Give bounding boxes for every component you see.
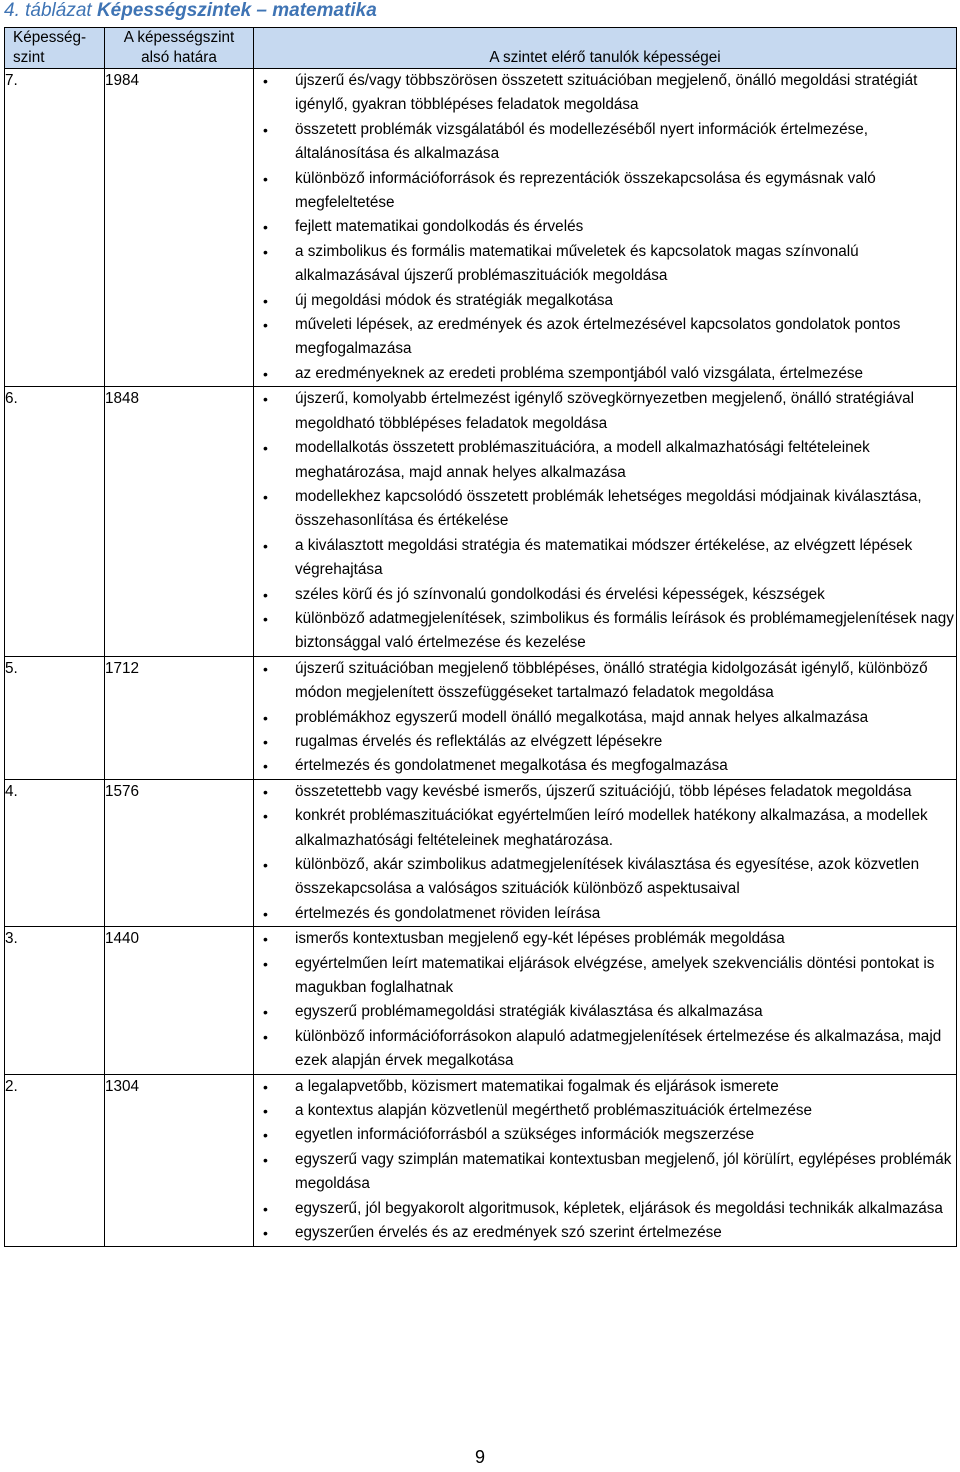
list-item-text: újszerű szituációban megjelenő többlépéses, önálló stratégia kidolgozását igénylő, különböző módon megjelenített összefüggéseket tartalmazó feladatok megoldása [295,659,928,702]
abilities-list [254,387,956,655]
level-cell: 4. [5,779,105,926]
level-cell: 2. [5,1074,105,1246]
lower-limit-cell: 1304 [105,1074,254,1246]
list-item [254,118,956,167]
list-item [254,69,956,118]
list-item [254,607,956,656]
list-item-text: egyértelműen leírt matematikai eljárások elvégzése, amelyek szekvenciális döntési pontokat is magukban foglalhatnak [295,954,935,997]
list-item [254,436,956,485]
bullet-icon: • [263,709,268,726]
skill-levels-table [4,27,957,1247]
list-item [254,952,956,1001]
list-item [254,1075,956,1099]
list-item [254,927,956,951]
list-item [254,730,956,754]
header-level-line2: szint [13,49,45,66]
caption-title: Képességszintek – matematika [96,0,377,21]
bullet-icon: • [263,121,268,138]
list-item [254,1000,956,1024]
bullet-icon: • [263,905,268,922]
abilities-list [254,69,956,386]
abilities-cell [254,927,957,1074]
level-cell: 3. [5,927,105,1074]
table-row [5,927,957,1074]
header-level-line1: Képesség- [13,29,87,46]
bullet-icon: • [263,857,268,873]
list-item [254,1148,956,1197]
list-item-text: összetettebb vagy kevésbé ismerős, újszerű szituációjú, több lépéses feladatok megoldása [295,782,912,800]
list-item-text: konkrét problémaszituációkat egyértelműen leíró modellek hatékony alkalmazása, a modellek alkalmazhatósági feltételeinek meghatározása. [295,807,928,849]
list-item-text: értelmezés és gondolatmenet röviden leírása [295,904,601,922]
bullet-icon: • [263,243,268,260]
bullet-icon: • [263,1225,268,1242]
list-item-text: különböző információforrások és reprezentációk összekapcsolása és egymásnak való megfeleltetése [295,169,876,212]
list-item [254,167,956,216]
list-item [254,853,956,902]
bullet-icon: • [263,1028,268,1045]
bullet-icon: • [263,365,268,382]
list-item-text: a kontextus alapján közvetlenül megérthető problémaszituációk értelmezése [295,1102,812,1120]
bullet-icon: • [263,537,268,554]
abilities-cell [254,779,957,926]
list-item [254,754,956,778]
lower-limit-cell: 1848 [105,387,254,656]
lower-limit-cell: 1440 [105,927,254,1074]
table-row [5,779,957,926]
abilities-list [254,657,956,779]
list-item-text: széles körű és jó színvonalú gondolkodási és érvelési képességek, készségek [295,585,825,603]
list-item-text: a legalapvetőbb, közismert matematikai fogalmak és eljárások ismerete [295,1077,779,1095]
list-item-text: modellekhez kapcsolódó összetett problémák lehetséges megoldási módjainak kiválasztása, összehasonlítása és értékelése [295,487,922,530]
bullet-icon: • [263,170,268,187]
table-row [5,69,957,387]
list-item-text: a szimbolikus és formális matematikai műveletek és kapcsolatok magas színvonalú alkalmazásával újszerű problémaszituációk megoldása [295,242,859,285]
bullet-icon: • [263,1004,268,1021]
page-number: 9 [474,1447,485,1467]
list-item [254,706,956,730]
list-item [254,1221,956,1245]
bullet-icon: • [263,610,268,627]
bullet-icon: • [263,808,268,825]
list-item-text: problémákhoz egyszerű modell önálló megalkotása, majd annak helyes alkalmazása [295,708,869,726]
list-item-text: új megoldási módok és stratégiák megalkotása [295,291,614,309]
bullet-icon: • [263,955,268,972]
bullet-icon: • [263,586,268,603]
list-item-text: különböző adatmegjelenítések, szimbolikus és formális leírások és problémamegjelenítések nagy biztonsággal való értelmezése és kezelése [295,609,954,652]
header-limit-line1: A képességszint [123,29,235,46]
list-item-text: fejlett matematikai gondolkodás és érvelés [295,218,584,236]
abilities-cell [254,656,957,779]
list-item [254,780,956,804]
bullet-icon: • [263,931,268,948]
bullet-icon: • [263,219,268,236]
list-item [254,215,956,239]
lower-limit-cell: 1984 [105,69,254,387]
list-item [254,240,956,289]
list-item [254,1025,956,1074]
list-item-text: értelmezés és gondolatmenet megalkotása és megfogalmazása [295,757,728,775]
bullet-icon: • [263,1103,268,1120]
list-item-text: újszerű, komolyabb értelmezést igénylő szövegkörnyezetben megjelenő, önálló stratégiával megoldható többlépéses feladatok megoldása [295,390,915,432]
list-item-text: különböző, akár szimbolikus adatmegjelenítések kiválasztása és egyesítése, azok közvetlen összekapcsolása a valóságos szituációk különböző aspektusaival [295,856,920,898]
abilities-cell [254,69,957,387]
list-item [254,534,956,583]
level-cell: 7. [5,69,105,387]
list-item-text: egyszerű problémamegoldási stratégiák kiválasztása és alkalmazása [295,1003,763,1021]
list-item-text: egyetlen információforrásból a szükséges információk megszerzése [295,1126,755,1144]
list-item [254,804,956,853]
list-item [254,1099,956,1123]
bullet-icon: • [263,1078,268,1095]
list-item-text: a kiválasztott megoldási stratégia és matematikai módszer értékelése, az elvégzett lépések végrehajtása [295,536,913,579]
bullet-icon: • [263,1200,268,1217]
list-item-text: egyszerű, jól begyakorolt algoritmusok, képletek, eljárások és megoldási technikák alkalmazása [295,1199,943,1217]
list-item [254,1197,956,1221]
list-item [254,583,956,607]
caption-number: 4. táblázat [4,0,92,21]
list-item-text: egyszerűen érvelés és az eredmények szó szerint értelmezése [295,1224,722,1242]
list-item [254,485,956,534]
abilities-cell [254,1074,957,1246]
bullet-icon: • [263,733,268,750]
list-item-text: modellalkotás összetett problémaszituációra, a modell alkalmazhatósági feltételeinek meghatározása, majd annak helyes alkalmazása [295,439,870,481]
list-item-text: összetett problémák vizsgálatából és modellezéséből nyert információk értelmezése, általánosítása és alkalmazása [295,120,869,163]
bullet-icon: • [263,1127,268,1144]
abilities-list [254,927,956,1073]
header-limit-line2: alsó határa [141,49,217,66]
header-abilities: A szintet elérő tanulók képességei [254,28,957,69]
bullet-icon: • [263,660,268,677]
list-item-text: az eredményeknek az eredeti probléma szempontjából való vizsgálata, értelmezése [295,364,863,382]
table-header-row [5,28,957,69]
bullet-icon: • [263,317,268,334]
bullet-icon: • [263,440,268,457]
bullet-icon: • [263,292,268,309]
bullet-icon: • [263,1151,268,1168]
bullet-icon: • [263,391,268,408]
list-item [254,313,956,362]
list-item [254,657,956,706]
level-cell: 5. [5,656,105,779]
abilities-cell [254,387,957,656]
header-limit [105,28,254,69]
list-item [254,289,956,313]
list-item-text: ismerős kontextusban megjelenő egy-két lépéses problémák megoldása [295,930,785,948]
table-row [5,656,957,779]
level-cell: 6. [5,387,105,656]
table-caption [4,0,377,22]
abilities-list [254,780,956,926]
lower-limit-cell: 1712 [105,656,254,779]
lower-limit-cell: 1576 [105,779,254,926]
table-row [5,387,957,656]
bullet-icon: • [263,488,268,505]
list-item [254,362,956,386]
table-body [5,69,957,1247]
header-level [5,28,105,69]
list-item-text: műveleti lépések, az eredmények és azok értelmezésével kapcsolatos gondolatok pontos megfogalmazása [295,316,901,358]
bullet-icon: • [263,783,268,800]
list-item [254,1123,956,1147]
list-item-text: rugalmas érvelés és reflektálás az elvégzett lépésekre [295,732,663,750]
table-row [5,1074,957,1246]
list-item-text: újszerű és/vagy többszörösen összetett szituációban megjelenő, önálló megoldási stratégiát igénylő, gyakran többlépéses feladatok megoldása [295,72,918,114]
list-item [254,902,956,926]
abilities-list [254,1075,956,1246]
list-item-text: különböző információforrásokon alapuló adatmegjelenítések értelmezése és alkalmazása, majd ezek alapján érvek megalkotása [295,1027,942,1070]
list-item-text: egyszerű vagy szimplán matematikai kontextusban megjelenő, jól körülírt, egylépéses problémák megoldása [295,1150,952,1193]
bullet-icon: • [263,758,268,775]
bullet-icon: • [263,73,268,89]
list-item [254,387,956,436]
